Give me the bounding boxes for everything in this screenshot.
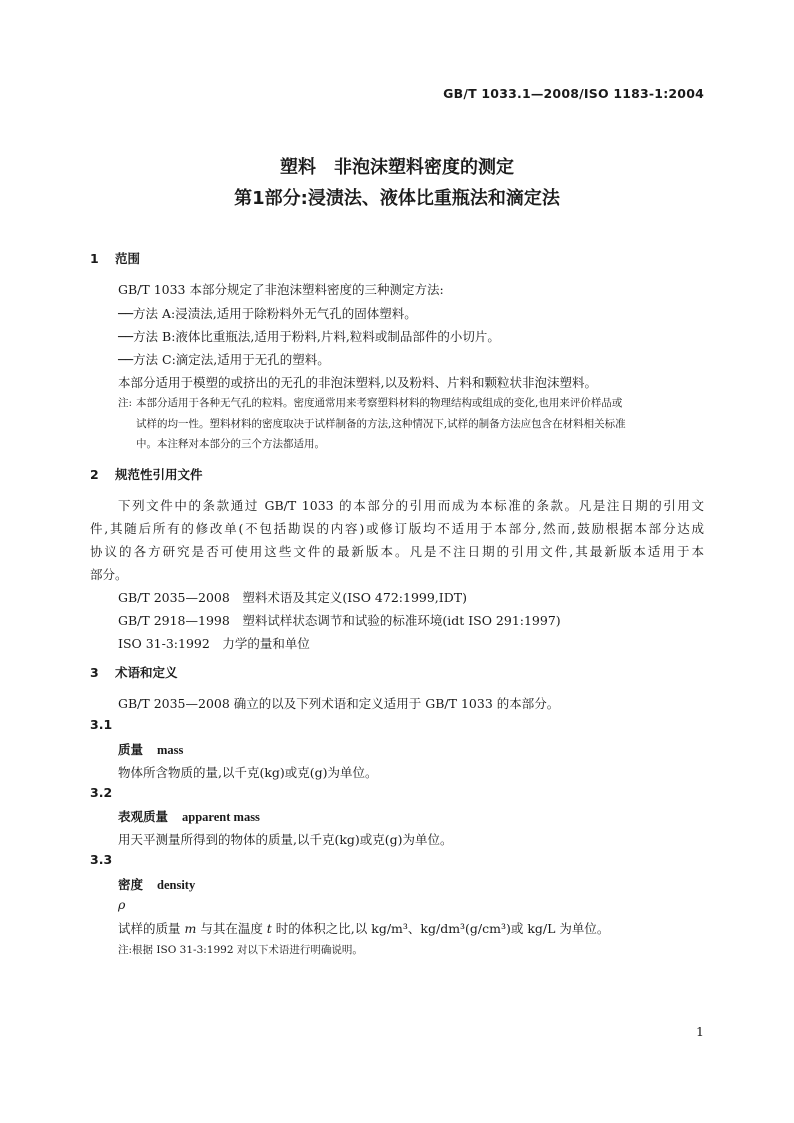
term-definition: 物体所含物质的量,以千克(kg)或克(g)为单位。 (118, 765, 378, 780)
method-a: ──方法 A:浸渍法,适用于除粉料外无气孔的固体塑料。 (118, 306, 417, 321)
definition-text: 试样的质量 (118, 921, 185, 936)
paragraph-line: 件,其随后所有的修改单(不包括勘误的内容)或修订版均不适用于本部分,然而,鼓励根据本部分达成 (90, 521, 704, 536)
term-density (118, 875, 195, 893)
method-b: ──方法 B:液体比重瓶法,适用于粉料,片料,粒料或制品部件的小切片。 (118, 329, 500, 344)
reference-item: GB/T 2918—1998 塑料试样状态调节和试验的标准环境(idt ISO 291:1997) (118, 613, 561, 628)
section-3-heading (90, 663, 178, 681)
title-line-2: 第1部分:浸渍法、液体比重瓶法和滴定法 (234, 188, 560, 209)
section-number: 3 (90, 665, 99, 680)
title-line-1: 塑料 非泡沫塑料密度的测定 (280, 157, 514, 178)
page-number: 1 (696, 1024, 704, 1039)
term-number: 3.3 (90, 852, 113, 867)
term-definition: 用天平测量所得到的物体的质量,以千克(kg)或克(g)为单位。 (118, 832, 453, 847)
term-en: mass (157, 743, 184, 757)
section-number: 1 (90, 251, 99, 266)
scope-statement: 本部分适用于模塑的或挤出的无孔的非泡沫塑料,以及粉料、片料和颗粒状非泡沫塑料。 (118, 375, 597, 390)
term-number: 3.1 (90, 717, 113, 732)
section-title: 范围 (115, 251, 141, 266)
temperature-variable: t (266, 921, 272, 936)
paragraph-line: 协议的各方研究是否可使用这些文件的最新版本。凡是不注日期的引用文件,其最新版本适用于本 (90, 544, 704, 559)
term-zh: 密度 (118, 877, 144, 892)
reference-item: ISO 31-3:1992 力学的量和单位 (118, 636, 310, 651)
section-title: 规范性引用文件 (115, 467, 203, 482)
term-apparent-mass (118, 807, 260, 825)
term-definition (118, 919, 609, 937)
standard-number: GB/T 1033.1—2008/ISO 1183-1:2004 (443, 86, 704, 101)
definition-text: 时的体积之比,以 kg/m³、kg/dm³(g/cm³)或 kg/L 为单位。 (271, 921, 610, 936)
term-zh: 质量 (118, 742, 144, 757)
section-3-note: 注:根据 ISO 31-3:1992 对以下术语进行明确说明。 (118, 944, 363, 956)
section-2-heading (90, 465, 203, 483)
term-en: density (157, 878, 196, 892)
terms-intro: GB/T 2035—2008 确立的以及下列术语和定义适用于 GB/T 1033 的本部分。 (118, 696, 560, 711)
paragraph-line: 部分。 (90, 567, 128, 582)
mass-variable: m (184, 921, 197, 936)
note-label: 注: (118, 397, 133, 409)
term-mass (118, 740, 183, 758)
paragraph-line: 下列文件中的条款通过 GB/T 1033 的本部分的引用而成为本标准的条款。凡是注日期的引用文 (118, 498, 704, 513)
section-1-heading (90, 249, 140, 267)
term-en: apparent mass (182, 810, 260, 824)
term-number: 3.2 (90, 785, 113, 800)
note-line: 本部分适用于各种无气孔的粒料。密度通常用来考察塑料材料的物理结构或组成的变化,也用来评价样品或 (136, 397, 623, 409)
definition-text: 与其在温度 (196, 921, 267, 936)
density-symbol: ρ (118, 897, 126, 912)
section-title: 术语和定义 (115, 665, 178, 680)
method-c: ──方法 C:滴定法,适用于无孔的塑料。 (118, 352, 330, 367)
section-number: 2 (90, 467, 99, 482)
term-zh: 表观质量 (118, 809, 169, 824)
note-line: 中。本注释对本部分的三个方法都适用。 (136, 438, 325, 450)
reference-item: GB/T 2035—2008 塑料术语及其定义(ISO 472:1999,IDT) (118, 590, 467, 605)
scope-intro: GB/T 1033 本部分规定了非泡沫塑料密度的三种测定方法: (118, 282, 444, 297)
note-line: 试样的均一性。塑料材料的密度取决于试样制备的方法,这种情况下,试样的制备方法应包含在材料相关标准 (136, 418, 626, 430)
